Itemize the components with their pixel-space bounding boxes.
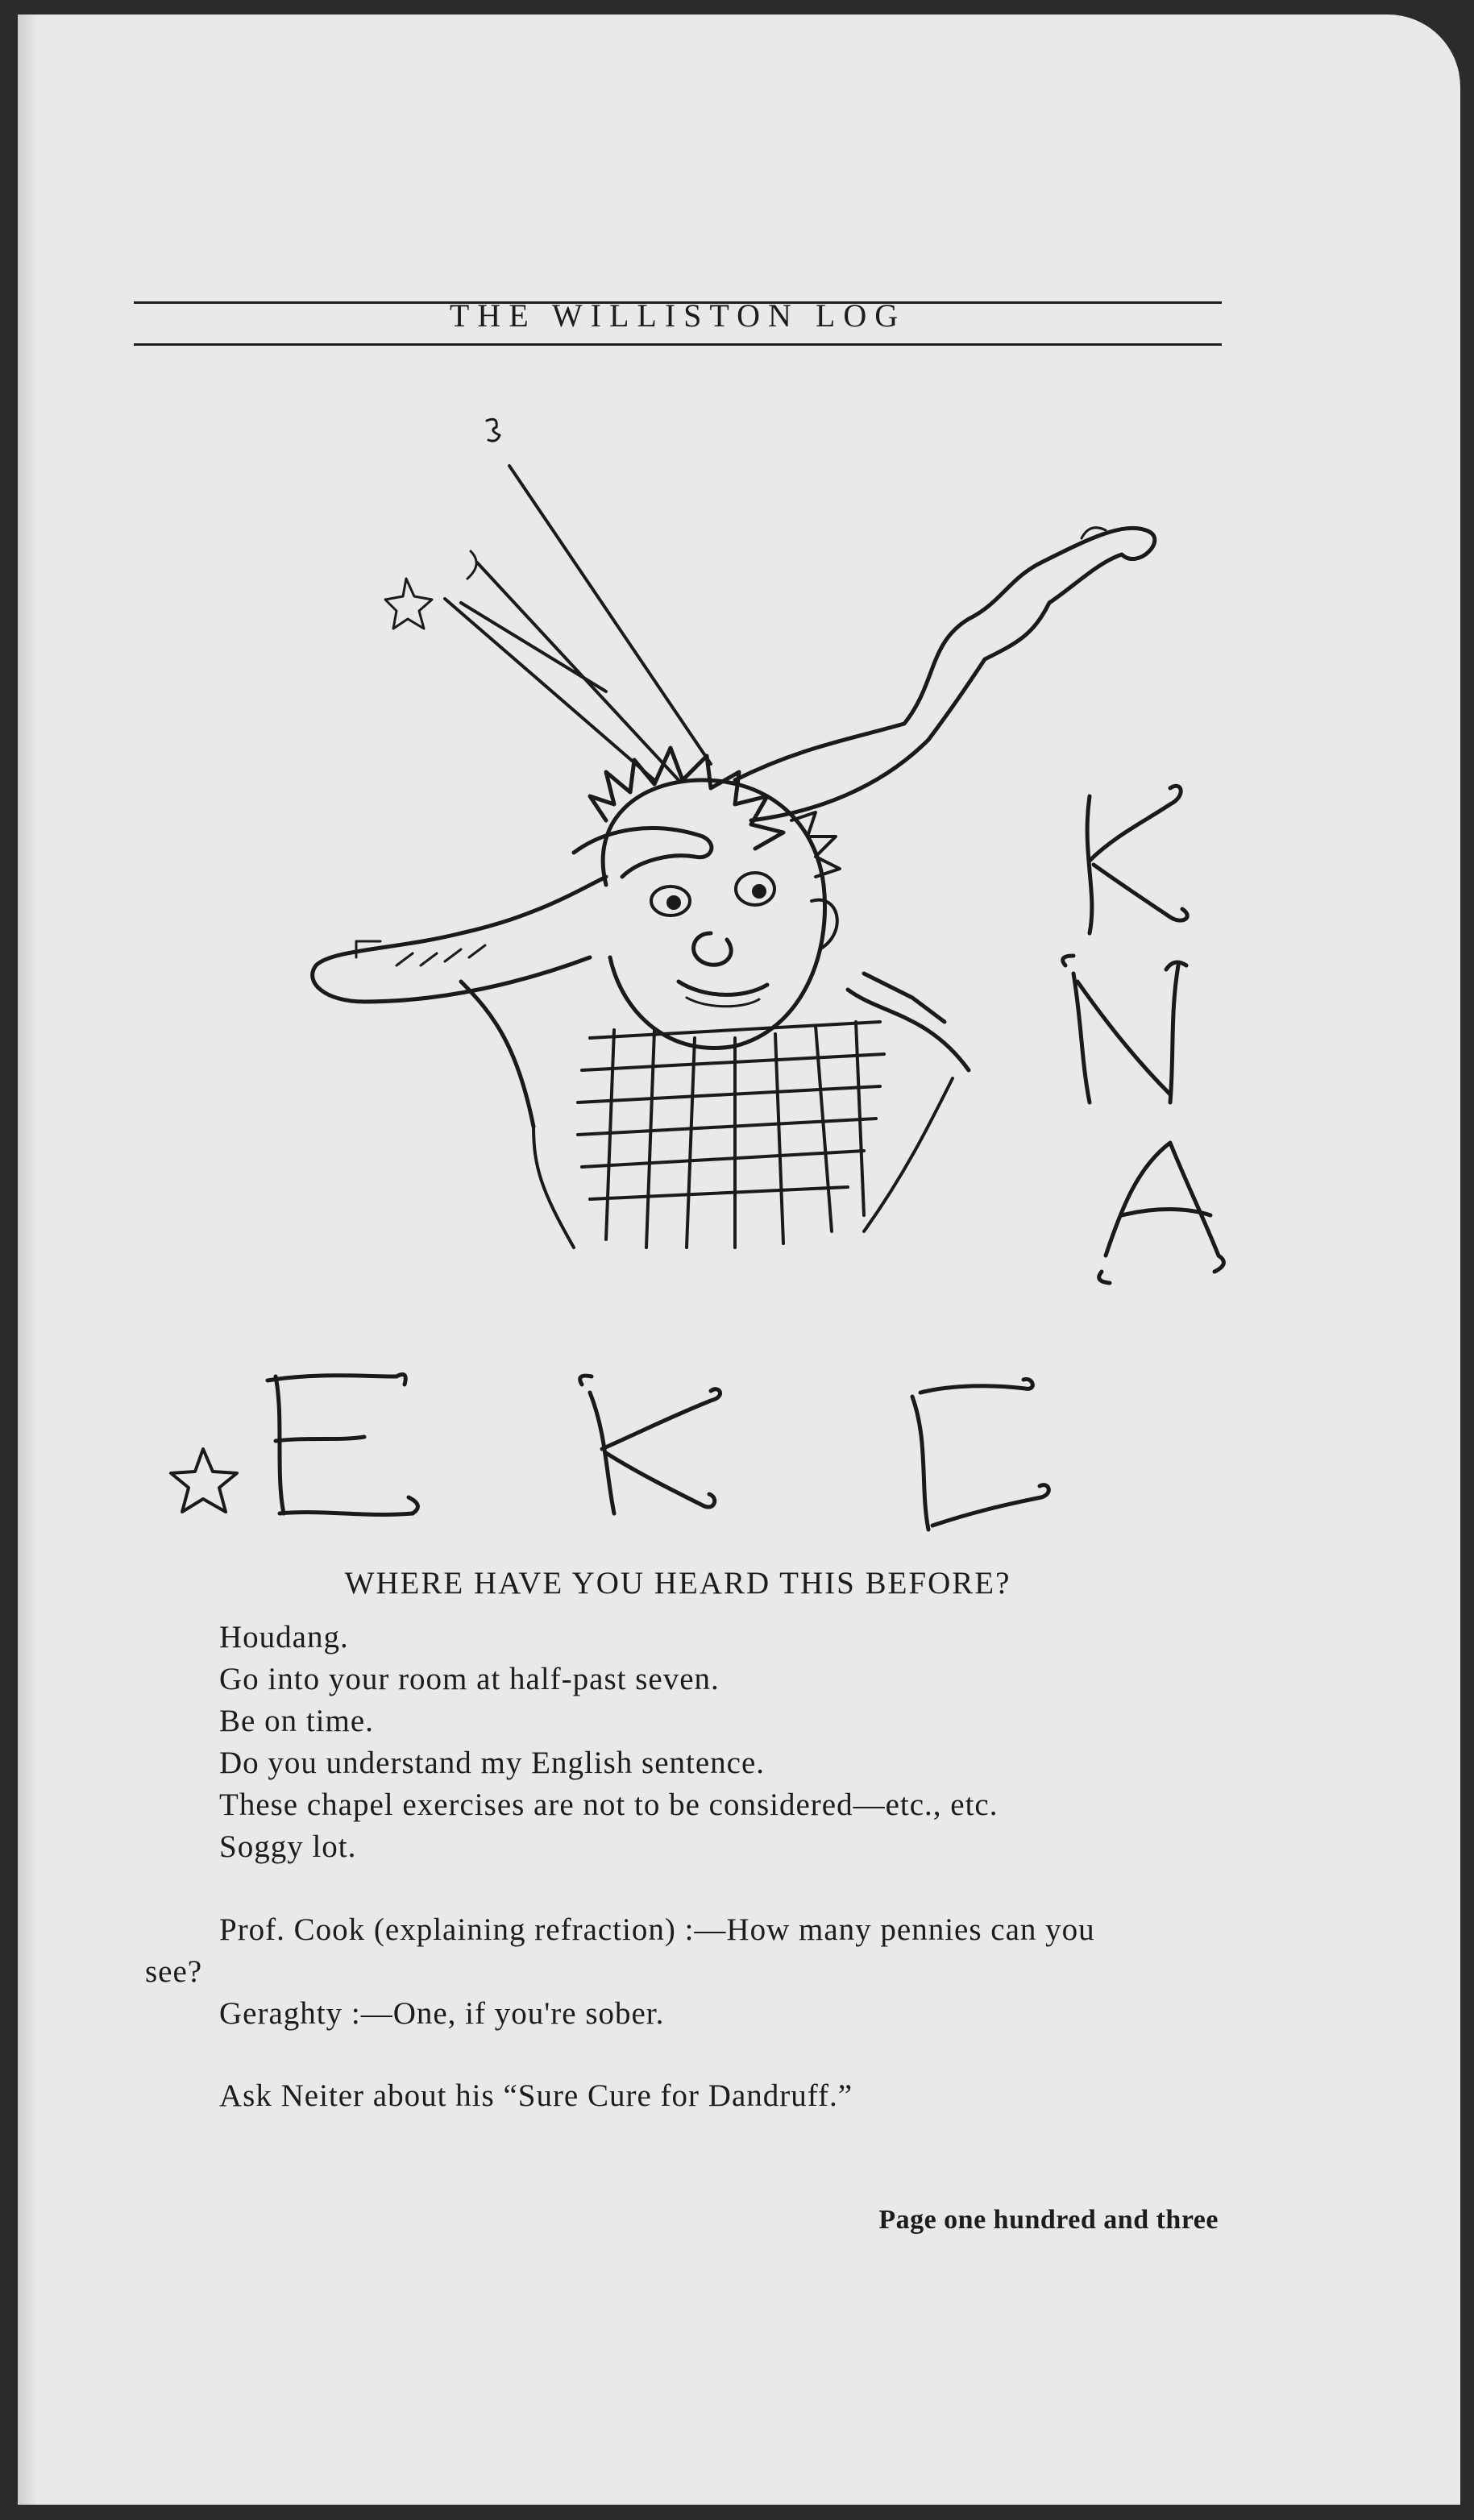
stick-letter-a — [1099, 1143, 1224, 1283]
gutter-shadow — [18, 15, 39, 2505]
sayings-list — [219, 1617, 1267, 1868]
stick-letter-k — [580, 1376, 720, 1513]
cartoon-illustration — [155, 401, 1267, 1554]
nose — [694, 933, 732, 965]
saying-line: Go into your room at half-past seven. — [219, 1662, 720, 1696]
page-number: Page one hundred and three — [878, 2205, 1219, 2235]
torso-outline — [461, 974, 969, 1127]
dialogue-answer: Geraghty :—One, if you're sober. — [219, 1996, 665, 2031]
stick-letter-k-top — [1087, 786, 1187, 933]
stick-letter-n — [1063, 956, 1186, 1102]
moon-spark-icon — [467, 551, 476, 579]
saying-line: Be on time. — [219, 1704, 374, 1738]
header-rule-bottom — [134, 343, 1222, 346]
book-page — [18, 15, 1460, 2505]
stick-letter-c — [912, 1379, 1048, 1530]
closing-line: Ask Neiter about his “Sure Cure for Dandruff.” — [219, 2078, 853, 2113]
dialogue-question: Prof. Cook (explaining refraction) :—How many pennies can you — [219, 1912, 1095, 1947]
stick-letter-e — [268, 1375, 417, 1515]
section-heading: WHERE HAVE YOU HEARD THIS BEFORE? — [344, 1566, 1011, 1600]
squiggle-spark-icon — [487, 419, 500, 441]
dialogue-question-continued: see? — [145, 1954, 203, 1989]
plaid-shirt — [578, 1022, 884, 1248]
star-spark-icon — [385, 579, 432, 629]
spark-lines — [445, 466, 711, 780]
small-star-icon — [171, 1449, 237, 1512]
running-head: THE WILLISTON LOG — [449, 297, 907, 334]
hand — [574, 828, 712, 877]
saying-line: These chapel exercises are not to be considered—etc., etc. — [219, 1787, 999, 1822]
saying-line: Houdang. — [219, 1620, 349, 1654]
mouth — [679, 982, 767, 994]
bump-horn — [735, 528, 1155, 820]
raised-arm — [313, 877, 606, 1002]
saying-line: Do you understand my English sentence. — [219, 1746, 766, 1780]
saying-line: Soggy lot. — [219, 1829, 357, 1864]
